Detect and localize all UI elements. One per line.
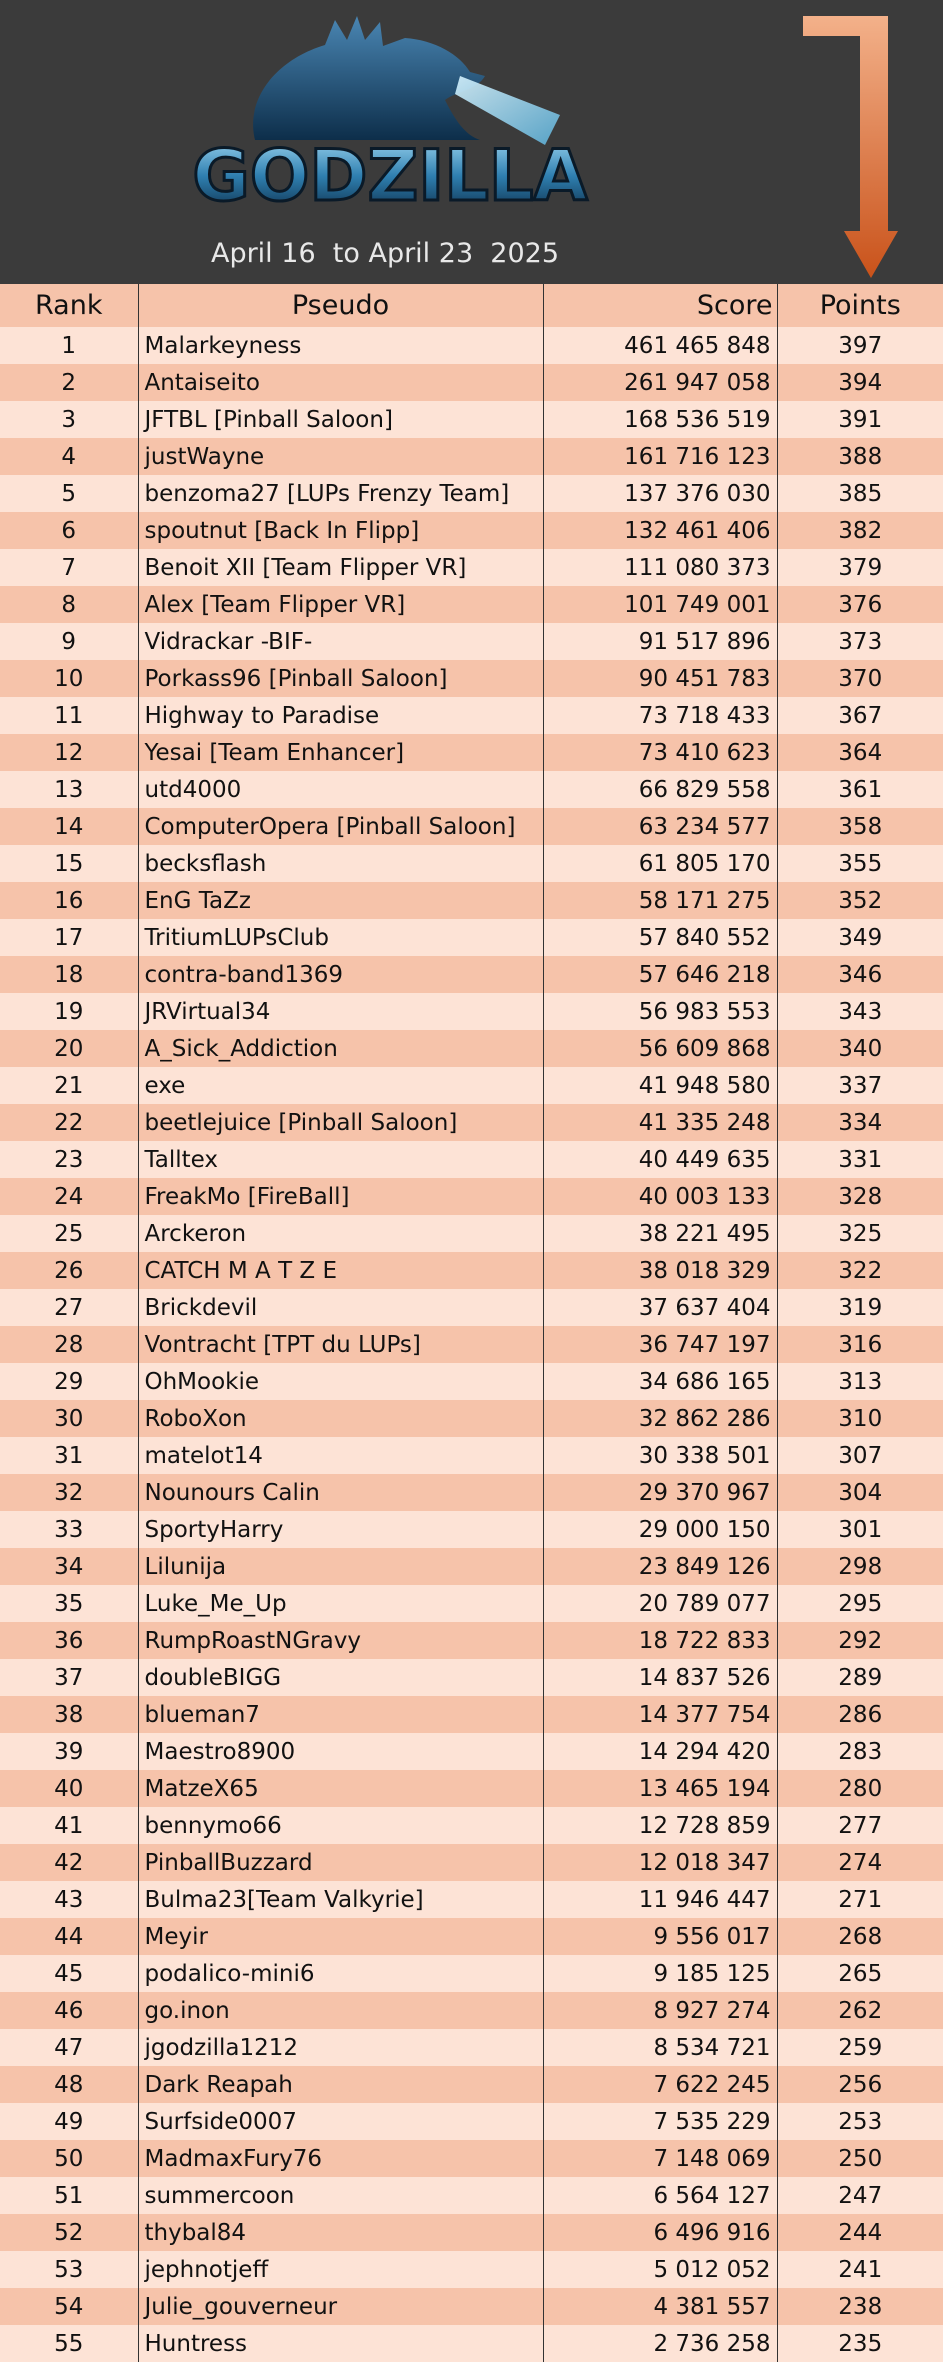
rank-cell: 42: [54, 1849, 84, 1876]
name-cell: utd4000: [138, 771, 543, 808]
score-cell: 41 948 580: [543, 1067, 777, 1104]
points-cell: 337: [777, 1067, 943, 1104]
points-cell: 364: [777, 734, 943, 771]
score-cell: 2 736 258: [543, 2325, 777, 2362]
table-row: [0, 512, 943, 549]
score-cell: 20 789 077: [543, 1585, 777, 1622]
name-cell: spoutnut [Back In Flipp]: [138, 512, 543, 549]
score-cell: 14 377 754: [543, 1696, 777, 1733]
name-cell: podalico-mini6: [138, 1955, 543, 1992]
score-cell: 30 338 501: [543, 1437, 777, 1474]
table-row: [0, 2140, 943, 2177]
score-cell: 57 840 552: [543, 919, 777, 956]
points-cell: 304: [777, 1474, 943, 1511]
name-cell: ComputerOpera [Pinball Saloon]: [138, 808, 543, 845]
table-row: [0, 1178, 943, 1215]
table-row: [0, 1622, 943, 1659]
points-cell: 241: [777, 2251, 943, 2288]
column-header-rank: Rank: [35, 290, 103, 321]
rank-cell: 37: [54, 1664, 84, 1691]
table-row: [0, 1067, 943, 1104]
name-cell: Brickdevil: [138, 1289, 543, 1326]
points-cell: 340: [777, 1030, 943, 1067]
rank-cell: 26: [54, 1257, 84, 1284]
points-cell: 283: [777, 1733, 943, 1770]
points-cell: 256: [777, 2066, 943, 2103]
name-cell: thybal84: [138, 2214, 543, 2251]
points-cell: 343: [777, 993, 943, 1030]
rank-cell: 27: [54, 1294, 84, 1321]
table-row: [0, 1474, 943, 1511]
table-row: [0, 1252, 943, 1289]
rank-cell: 44: [54, 1923, 84, 1950]
name-cell: Yesai [Team Enhancer]: [138, 734, 543, 771]
rank-cell: 18: [54, 961, 84, 988]
table-row: [0, 1807, 943, 1844]
score-cell: 6 564 127: [543, 2177, 777, 2214]
column-header-score: Score: [543, 284, 777, 327]
points-cell: 280: [777, 1770, 943, 1807]
table-row: [0, 2177, 943, 2214]
score-cell: 73 410 623: [543, 734, 777, 771]
score-cell: 23 849 126: [543, 1548, 777, 1585]
name-cell: Malarkeyness: [138, 327, 543, 364]
name-cell: jgodzilla1212: [138, 2029, 543, 2066]
table-row: [0, 1659, 943, 1696]
points-cell: 286: [777, 1696, 943, 1733]
score-cell: 14 837 526: [543, 1659, 777, 1696]
rank-cell: 39: [54, 1738, 84, 1765]
table-row: [0, 808, 943, 845]
points-cell: 307: [777, 1437, 943, 1474]
name-cell: benzoma27 [LUPs Frenzy Team]: [138, 475, 543, 512]
score-cell: 41 335 248: [543, 1104, 777, 1141]
rank-cell: 41: [54, 1812, 84, 1839]
table-row: [0, 1770, 943, 1807]
points-cell: 235: [777, 2325, 943, 2362]
name-cell: OhMookie: [138, 1363, 543, 1400]
name-cell: matelot14: [138, 1437, 543, 1474]
name-cell: A_Sick_Addiction: [138, 1030, 543, 1067]
rank-cell: 46: [54, 1997, 84, 2024]
score-cell: 38 221 495: [543, 1215, 777, 1252]
score-cell: 461 465 848: [543, 327, 777, 364]
score-cell: 7 535 229: [543, 2103, 777, 2140]
name-cell: doubleBIGG: [138, 1659, 543, 1696]
points-cell: 310: [777, 1400, 943, 1437]
points-cell: 244: [777, 2214, 943, 2251]
score-cell: 9 185 125: [543, 1955, 777, 1992]
name-cell: MadmaxFury76: [138, 2140, 543, 2177]
rank-cell: 4: [61, 443, 77, 470]
table-row: [0, 2029, 943, 2066]
table-row: [0, 956, 943, 993]
name-cell: go.inon: [138, 1992, 543, 2029]
name-cell: Dark Reapah: [138, 2066, 543, 2103]
name-cell: JFTBL [Pinball Saloon]: [138, 401, 543, 438]
points-cell: 367: [777, 697, 943, 734]
score-cell: 168 536 519: [543, 401, 777, 438]
table-row: [0, 1289, 943, 1326]
table-row: [0, 993, 943, 1030]
rank-cell: 51: [54, 2182, 84, 2209]
table-row: [0, 845, 943, 882]
score-cell: 90 451 783: [543, 660, 777, 697]
name-cell: Vontracht [TPT du LUPs]: [138, 1326, 543, 1363]
rank-cell: 31: [54, 1442, 84, 1469]
points-cell: 379: [777, 549, 943, 586]
score-cell: 36 747 197: [543, 1326, 777, 1363]
rank-cell: 21: [54, 1072, 84, 1099]
name-cell: Talltex: [138, 1141, 543, 1178]
score-cell: 73 718 433: [543, 697, 777, 734]
points-cell: 316: [777, 1326, 943, 1363]
points-cell: 373: [777, 623, 943, 660]
name-cell: Bulma23[Team Valkyrie]: [138, 1881, 543, 1918]
rank-cell: 35: [54, 1590, 84, 1617]
name-cell: Maestro8900: [138, 1733, 543, 1770]
score-cell: 8 534 721: [543, 2029, 777, 2066]
points-cell: 289: [777, 1659, 943, 1696]
table-row: [0, 2103, 943, 2140]
godzilla-logo: [192, 10, 588, 225]
rank-cell: 28: [54, 1331, 84, 1358]
table-row: [0, 1955, 943, 1992]
score-cell: 261 947 058: [543, 364, 777, 401]
rank-cell: 16: [54, 887, 84, 914]
svg-text:GODZILLA: GODZILLA: [192, 135, 588, 217]
score-cell: 38 018 329: [543, 1252, 777, 1289]
points-cell: 376: [777, 586, 943, 623]
score-cell: 32 862 286: [543, 1400, 777, 1437]
score-cell: 40 449 635: [543, 1141, 777, 1178]
rank-cell: 34: [54, 1553, 84, 1580]
table-row: [0, 1585, 943, 1622]
rank-cell: 12: [54, 739, 84, 766]
name-cell: Meyir: [138, 1918, 543, 1955]
name-cell: Porkass96 [Pinball Saloon]: [138, 660, 543, 697]
score-cell: 12 018 347: [543, 1844, 777, 1881]
table-row: [0, 1030, 943, 1067]
name-cell: Antaiseito: [138, 364, 543, 401]
table-row: [0, 1881, 943, 1918]
points-cell: 274: [777, 1844, 943, 1881]
rank-cell: 36: [54, 1627, 84, 1654]
rank-cell: 23: [54, 1146, 84, 1173]
points-cell: 325: [777, 1215, 943, 1252]
score-cell: 57 646 218: [543, 956, 777, 993]
table-header-row: [0, 284, 943, 327]
name-cell: Highway to Paradise: [138, 697, 543, 734]
points-cell: 268: [777, 1918, 943, 1955]
score-cell: 5 012 052: [543, 2251, 777, 2288]
score-cell: 132 461 406: [543, 512, 777, 549]
table-row: [0, 1215, 943, 1252]
table-row: [0, 882, 943, 919]
points-cell: 334: [777, 1104, 943, 1141]
rank-cell: 45: [54, 1960, 84, 1987]
rank-cell: 10: [54, 665, 84, 692]
table-row: [0, 1511, 943, 1548]
rank-cell: 47: [54, 2034, 84, 2061]
name-cell: SportyHarry: [138, 1511, 543, 1548]
score-cell: 29 000 150: [543, 1511, 777, 1548]
name-cell: PinballBuzzard: [138, 1844, 543, 1881]
points-cell: 391: [777, 401, 943, 438]
table-row: [0, 549, 943, 586]
points-cell: 382: [777, 512, 943, 549]
score-cell: 34 686 165: [543, 1363, 777, 1400]
table-row: [0, 771, 943, 808]
score-cell: 4 381 557: [543, 2288, 777, 2325]
points-cell: 247: [777, 2177, 943, 2214]
name-cell: Nounours Calin: [138, 1474, 543, 1511]
points-cell: 262: [777, 1992, 943, 2029]
points-cell: 319: [777, 1289, 943, 1326]
points-cell: 394: [777, 364, 943, 401]
name-cell: contra-band1369: [138, 956, 543, 993]
table-row: [0, 1696, 943, 1733]
score-cell: 63 234 577: [543, 808, 777, 845]
name-cell: Luke_Me_Up: [138, 1585, 543, 1622]
table-row: [0, 1992, 943, 2029]
table-row: [0, 327, 943, 364]
table-row: [0, 1733, 943, 1770]
header-banner: [0, 0, 943, 284]
table-row: [0, 697, 943, 734]
points-cell: 352: [777, 882, 943, 919]
name-cell: summercoon: [138, 2177, 543, 2214]
points-cell: 295: [777, 1585, 943, 1622]
points-cell: 322: [777, 1252, 943, 1289]
name-cell: Julie_gouverneur: [138, 2288, 543, 2325]
rank-cell: 8: [61, 591, 77, 618]
table-row: [0, 364, 943, 401]
rank-cell: 2: [61, 369, 77, 396]
score-cell: 56 983 553: [543, 993, 777, 1030]
table-row: [0, 2251, 943, 2288]
points-cell: 349: [777, 919, 943, 956]
rank-cell: 49: [54, 2108, 84, 2135]
points-cell: 250: [777, 2140, 943, 2177]
rank-cell: 24: [54, 1183, 84, 1210]
rank-cell: 25: [54, 1220, 84, 1247]
rank-cell: 43: [54, 1886, 84, 1913]
name-cell: MatzeX65: [138, 1770, 543, 1807]
rank-cell: 5: [61, 480, 77, 507]
name-cell: Vidrackar -BIF-: [138, 623, 543, 660]
score-cell: 137 376 030: [543, 475, 777, 512]
rank-cell: 40: [54, 1775, 84, 1802]
rank-cell: 6: [61, 517, 77, 544]
name-cell: Alex [Team Flipper VR]: [138, 586, 543, 623]
rank-cell: 14: [54, 813, 84, 840]
rank-cell: 3: [61, 406, 77, 433]
points-cell: 346: [777, 956, 943, 993]
points-cell: 292: [777, 1622, 943, 1659]
score-cell: 7 148 069: [543, 2140, 777, 2177]
table-row: [0, 660, 943, 697]
points-cell: 259: [777, 2029, 943, 2066]
score-cell: 11 946 447: [543, 1881, 777, 1918]
score-cell: 14 294 420: [543, 1733, 777, 1770]
name-cell: Surfside0007: [138, 2103, 543, 2140]
rank-cell: 33: [54, 1516, 84, 1543]
rank-cell: 53: [54, 2256, 84, 2283]
name-cell: FreakMo [FireBall]: [138, 1178, 543, 1215]
name-cell: jephnotjeff: [138, 2251, 543, 2288]
rank-cell: 54: [54, 2293, 84, 2320]
score-cell: 56 609 868: [543, 1030, 777, 1067]
score-cell: 7 622 245: [543, 2066, 777, 2103]
table-row: [0, 1141, 943, 1178]
score-cell: 91 517 896: [543, 623, 777, 660]
rank-cell: 11: [54, 702, 84, 729]
rank-cell: 32: [54, 1479, 84, 1506]
table-row: [0, 1437, 943, 1474]
table-row: [0, 1844, 943, 1881]
table-row: [0, 2325, 943, 2362]
points-cell: 370: [777, 660, 943, 697]
leaderboard-table: [0, 284, 943, 2362]
name-cell: Lilunija: [138, 1548, 543, 1585]
name-cell: becksflash: [138, 845, 543, 882]
table-row: [0, 2066, 943, 2103]
score-cell: 13 465 194: [543, 1770, 777, 1807]
points-cell: 238: [777, 2288, 943, 2325]
table-row: [0, 919, 943, 956]
date-range: April 16 to April 23 2025: [210, 238, 560, 269]
table-row: [0, 2214, 943, 2251]
table-row: [0, 734, 943, 771]
score-cell: 66 829 558: [543, 771, 777, 808]
name-cell: RoboXon: [138, 1400, 543, 1437]
name-cell: beetlejuice [Pinball Saloon]: [138, 1104, 543, 1141]
name-cell: EnG TaZz: [138, 882, 543, 919]
points-cell: 355: [777, 845, 943, 882]
table-row: [0, 586, 943, 623]
score-cell: 12 728 859: [543, 1807, 777, 1844]
name-cell: Huntress: [138, 2325, 543, 2362]
name-cell: JRVirtual34: [138, 993, 543, 1030]
name-cell: bennymo66: [138, 1807, 543, 1844]
points-cell: 385: [777, 475, 943, 512]
name-cell: Arckeron: [138, 1215, 543, 1252]
points-cell: 328: [777, 1178, 943, 1215]
points-cell: 313: [777, 1363, 943, 1400]
table-row: [0, 2288, 943, 2325]
rank-cell: 13: [54, 776, 84, 803]
score-cell: 29 370 967: [543, 1474, 777, 1511]
rank-cell: 29: [54, 1368, 84, 1395]
down-arrow-icon: [798, 16, 898, 281]
score-cell: 161 716 123: [543, 438, 777, 475]
score-cell: 58 171 275: [543, 882, 777, 919]
table-row: [0, 1104, 943, 1141]
score-cell: 18 722 833: [543, 1622, 777, 1659]
points-cell: 301: [777, 1511, 943, 1548]
name-cell: exe: [138, 1067, 543, 1104]
rank-cell: 22: [54, 1109, 84, 1136]
rank-cell: 20: [54, 1035, 84, 1062]
score-cell: 61 805 170: [543, 845, 777, 882]
rank-cell: 1: [61, 332, 77, 359]
points-cell: 271: [777, 1881, 943, 1918]
rank-cell: 17: [54, 924, 84, 951]
table-row: [0, 1400, 943, 1437]
name-cell: blueman7: [138, 1696, 543, 1733]
table-row: [0, 401, 943, 438]
name-cell: justWayne: [138, 438, 543, 475]
points-cell: 298: [777, 1548, 943, 1585]
score-cell: 8 927 274: [543, 1992, 777, 2029]
score-cell: 111 080 373: [543, 549, 777, 586]
points-cell: 277: [777, 1807, 943, 1844]
name-cell: TritiumLUPsClub: [138, 919, 543, 956]
name-cell: CATCH M A T Z E: [138, 1252, 543, 1289]
points-cell: 361: [777, 771, 943, 808]
table-row: [0, 438, 943, 475]
name-cell: Benoit XII [Team Flipper VR]: [138, 549, 543, 586]
rank-cell: 7: [61, 554, 77, 581]
points-cell: 331: [777, 1141, 943, 1178]
points-cell: 388: [777, 438, 943, 475]
table-row: [0, 623, 943, 660]
rank-cell: 55: [54, 2330, 84, 2357]
score-cell: 6 496 916: [543, 2214, 777, 2251]
column-header-name: Pseudo: [138, 284, 543, 327]
rank-cell: 52: [54, 2219, 84, 2246]
points-cell: 358: [777, 808, 943, 845]
score-cell: 9 556 017: [543, 1918, 777, 1955]
table-row: [0, 1548, 943, 1585]
score-cell: 37 637 404: [543, 1289, 777, 1326]
name-cell: RumpRoastNGravy: [138, 1622, 543, 1659]
rank-cell: 50: [54, 2145, 84, 2172]
table-row: [0, 475, 943, 512]
table-row: [0, 1918, 943, 1955]
points-cell: 265: [777, 1955, 943, 1992]
rank-cell: 15: [54, 850, 84, 877]
rank-cell: 19: [54, 998, 84, 1025]
table-row: [0, 1363, 943, 1400]
column-header-points: Points: [777, 284, 943, 327]
table-row: [0, 1326, 943, 1363]
rank-cell: 30: [54, 1405, 84, 1432]
points-cell: 253: [777, 2103, 943, 2140]
rank-cell: 48: [54, 2071, 84, 2098]
rank-cell: 9: [61, 628, 77, 655]
score-cell: 101 749 001: [543, 586, 777, 623]
rank-cell: 38: [54, 1701, 84, 1728]
points-cell: 397: [777, 327, 943, 364]
score-cell: 40 003 133: [543, 1178, 777, 1215]
